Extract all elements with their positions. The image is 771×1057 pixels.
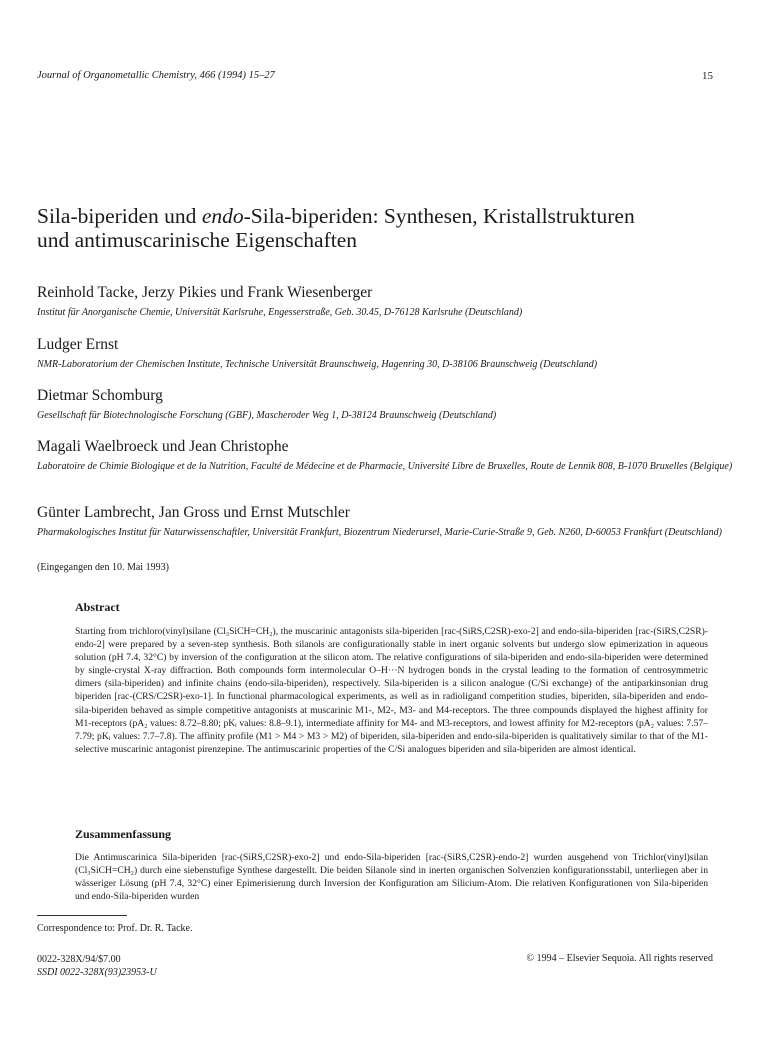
author-names: Magali Waelbroeck und Jean Christophe [37,438,289,455]
zusammenfassung-body [75,851,708,903]
author-names: Reinhold Tacke, Jerzy Pikies und Frank Wiesenberger [37,284,373,301]
author-names: Ludger Ernst [37,336,119,353]
article-title [37,204,737,252]
zusammenfassung-heading: Zusammenfassung [75,827,172,841]
zusammenfassung-text: Die Antimuscarinica Sila-biperiden [rac-(SiRS,C2SR)-exo-2] und endo-Sila-biperiden [rac-(SiRS,C2SR)-endo-2] wurden ausgehend von Trichlor(vinyl)silan (Cl₃SiCH=CH₂) durch eine siebenstufige Synthese dargestellt. Die beiden Silanole sind in inerten organischen Solvenzien konfigurationsstabil, unterliegen aber in wässeriger Lösung (pH 7.4, 32°C) einer Epimerisierung durch Inversion der Konfiguration am Silicium-Atom. Die relativen Konfigurationen von Sila-biperiden und endo-Sila-biperiden wurden [75,852,708,903]
title-line-2: und antimuscarinische Eigenschaften [37,228,358,252]
abstract-heading: Abstract [75,600,120,614]
page-number: 15 [702,70,713,82]
author-group-4 [37,437,737,473]
running-header: Journal of Organometallic Chemistry, 466 (1994) 15–27 [37,70,275,81]
author-group-5 [37,503,737,539]
price-code: 0022-328X/94/$7.00 [37,954,121,965]
title-part-3: -Sila-biperiden: Synthesen, Kristallstrukturen [243,204,635,228]
abstract-text: Starting from trichloro(vinyl)silane (Cl₃SiCH=CH₂), the muscarinic antagonists sila-biperiden [rac-(SiRS,C2SR)-exo-2] and endo-sila-biperiden [rac-(SiRS,C2SR)-endo-2] were prepared by a seven-step synthesis. Both silanols are configurationally stable in inert organic solvents but undergo slow epimerization in aqueous solution (pH 7.4, 32°C) by inversion of the configuration at the silicon atom. The relative configurations of sila-biperiden and endo-sila-biperiden were determined by single-crystal X-ray diffraction. Both compounds form intermolecular O–H···N hydrogen bonds in the crystal leading to the formation of centrosymmetric dimers (sila-biperiden) and infinite chains (endo-sila-biperiden), respectively. Sila-biperiden is a silicon analogue (C/Si exchange) of the antiparkinsonian drug biperiden [rac-(CRS/C2SR)-exo-1]. In functional pharmacological experiments, as well as in radioligand competition studies, biperiden, sila-biperiden and endo-sila-biperiden behaved as simple competitive antagonists at muscarinic M1-, M2-, M3- and M4-receptors. The three compounds displayed the highest affinity for M1-receptors (pA₂ values: 8.72–8.80; pKᵢ values: 8.8–9.1), intermediate affinity for M4- and M3-receptors, and lowest affinity for M2-receptors (pA₂ values: 7.57–7.79; pKᵢ values: 7.7–7.8). The affinity profile (M1 > M4 > M3 > M2) of biperiden, sila-biperiden and endo-sila-biperiden is qualitatively similar to that of the M1-selective muscarinic antagonist pirenzepine. The antimuscarinic properties of the C/Si analogues biperiden and sila-biperiden are almost identical. [75,626,708,755]
title-italic-endo: endo [201,204,244,228]
author-affiliation: Pharmakologisches Institut für Naturwissenschaftler, Universität Frankfurt, Biozentrum Niederursel, Marie-Curie-Straße 9, Geb. N260, D-60053 Frankfurt (Deutschland) [37,527,722,538]
author-affiliation: Institut für Anorganische Chemie, Universität Karlsruhe, Engesserstraße, Geb. 30.45, D-76128 Karlsruhe (Deutschland) [37,307,523,318]
received-date: (Eingegangen den 10. Mai 1993) [37,562,169,573]
copyright-notice: © 1994 – Elsevier Sequoia. All rights reserved [526,953,713,964]
author-group-3 [37,386,737,422]
author-names: Günter Lambrecht, Jan Gross und Ernst Mutschler [37,504,350,521]
correspondence-note: Correspondence to: Prof. Dr. R. Tacke. [37,923,193,934]
ssdi-code: SSDI 0022-328X(93)23953-U [37,967,157,978]
author-group-1 [37,283,737,319]
price-code-block [37,953,157,979]
author-affiliation: Gesellschaft für Biotechnologische Forschung (GBF), Mascheroder Weg 1, D-38124 Braunschweig (Deutschland) [37,410,497,421]
author-affiliation: Laboratoire de Chimie Biologique et de la Nutrition, Faculté de Médecine et de Pharmacie, Université Libre de Bruxelles, Route de Lennik 808, B-1070 Bruxelles (Belgique) [37,461,733,472]
author-affiliation: NMR-Laboratorium der Chemischen Institute, Technische Universität Braunschweig, Hagenring 30, D-38106 Braunschweig (Deutschland) [37,359,598,370]
author-group-2 [37,335,737,371]
title-part-1: Sila-biperiden und [37,204,202,228]
footnote-rule [37,915,127,916]
abstract-body [75,625,708,756]
author-names: Dietmar Schomburg [37,387,163,404]
